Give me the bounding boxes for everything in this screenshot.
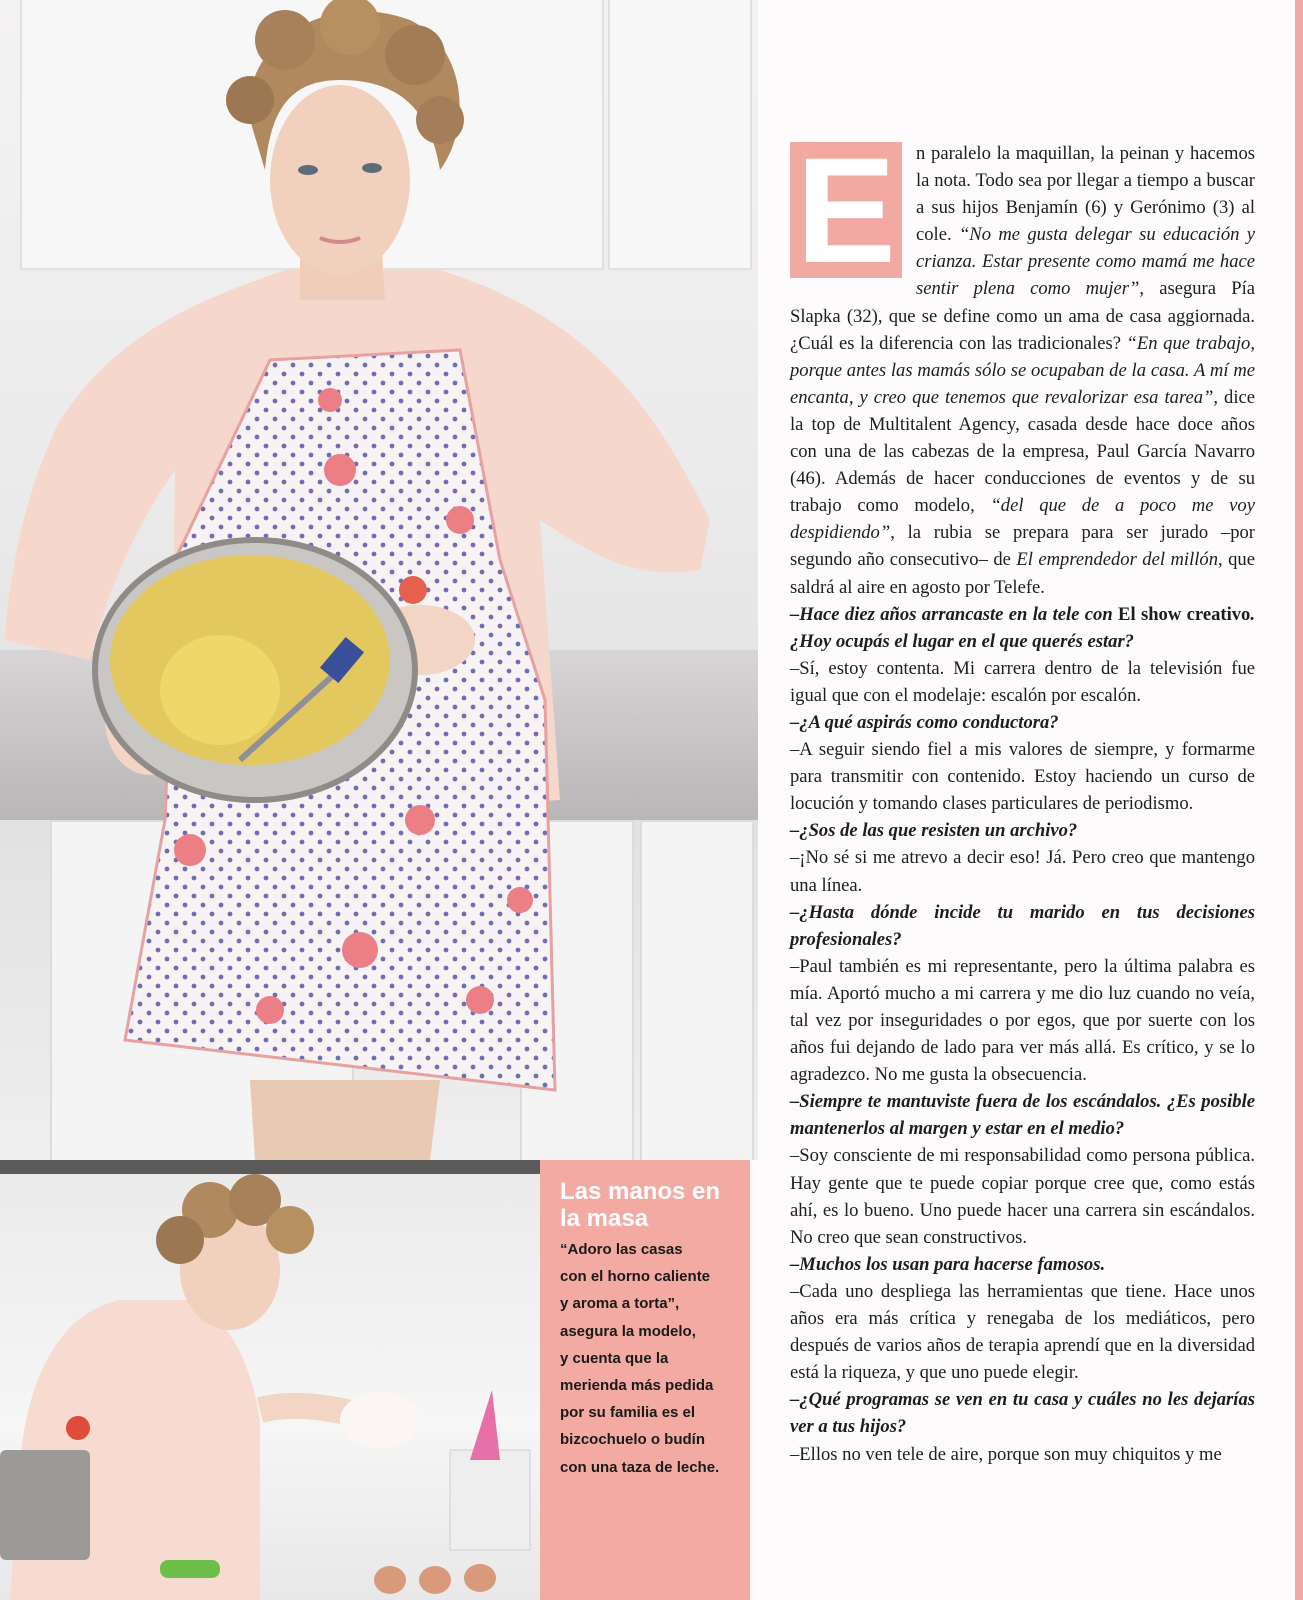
article-body — [790, 126, 1256, 1468]
question-text: . ¿Hoy ocupás el lugar en el que querés estar? — [790, 603, 1255, 652]
sidebar-line: asegura la modelo, — [560, 1322, 696, 1340]
interview-answer: –Cada uno despliega las herramientas que tiene. Hace unos años era más crítica y renegaba de los mediáticos, pero después de varios años de terapia aprendí que en la diversidad está la riqueza, y que uno puede elegir. — [790, 1280, 1255, 1384]
intro-quote: “del que de a poco me voy despidiendo” — [790, 495, 1255, 544]
sidebar-line: con una taza de leche. — [560, 1458, 720, 1476]
drop-cap-letter: E — [795, 126, 897, 294]
intro-text: n paralelo la maquillan, la peinan y hacemos la nota. Todo sea por llegar a tiempo a buscar a sus hijos Benjamín (6) y Gerónimo (3) al cole. — [916, 143, 1255, 246]
woman-washing-hands-figure — [0, 1160, 540, 1600]
interview-answer: –Paul también es mi representante, pero la última palabra es mía. Aportó mucho a mi carrera y me dio luz cuando no veía, tal vez por inseguridades o por egos, que por suerte con los años fui dejando de lado para ver más allá. Es crítico, y se lo agradezco. No me gusta la obsecuencia. — [790, 955, 1255, 1086]
sidebar-line: y cuenta que la — [560, 1349, 669, 1367]
sidebar-quote — [560, 1236, 745, 1481]
sidebar-line: “Adoro las casas — [560, 1241, 683, 1258]
interview-question: –¿Qué programas se ven en tu casa y cuáles no les dejarías ver a tus hijos? — [790, 1389, 1255, 1438]
main-photo — [0, 0, 758, 1160]
intro-text: , la rubia se prepara para ser jurado –por segundo año consecutivo– de — [790, 522, 1255, 571]
interview-answer: –Sí, estoy contenta. Mi carrera dentro de la televisión fue igual que con el modelaje: escalón por escalón. — [790, 657, 1255, 706]
interview-answer: –A seguir siendo fiel a mis valores de siempre, y formarme para transmitir con contenido. Estoy haciendo un curso de locución y tomando clases particulares de periodismo. — [790, 739, 1255, 815]
sidebar-line: y aroma a torta”, — [560, 1295, 680, 1313]
sidebar-line: con el horno caliente — [560, 1268, 711, 1286]
sidebar-line: por su familia es el — [560, 1404, 696, 1422]
interview-question: –¿Hasta dónde incide tu marido en tus decisiones profesionales? — [790, 901, 1255, 950]
sidebar-line: bizcochuelo o budín — [560, 1431, 705, 1449]
interview-answer: –Ellos no ven tele de aire, porque son muy chiquitos y me — [790, 1443, 1222, 1465]
intro-text: , que saldrá al aire en agosto por Telefe. — [790, 549, 1255, 598]
interview-answer: –¡No sé si me atrevo a decir eso! Já. Pero creo que mantengo una línea. — [790, 847, 1255, 896]
intro-text: , dice la top de Multitalent Agency, casada desde hace doce años con una de las cabezas de la empresa, Paul García Navarro (46). Además de hacer conducciones de eventos y de su trabajo como modelo, — [790, 386, 1256, 517]
interview-question: –Siempre te mantuviste fuera de los escándalos. ¿Es posible mantenerlos al margen y estar en el medio? — [790, 1091, 1255, 1140]
interview-question: –Muchos los usan para hacerse famosos. — [790, 1253, 1106, 1275]
intro-text: , asegura Pía Slapka (32), que se define como un ama de casa aggiornada. ¿Cuál es la diferencia con las tradicionales? — [790, 278, 1255, 354]
question-text: –Hace diez años arrancaste en la tele con — [790, 603, 1119, 625]
intro-quote: “No me gusta delegar su educación y crianza. Estar presente como mamá me hace sentir plena como mujer” — [916, 224, 1256, 300]
interview-question — [790, 601, 1255, 655]
interview-answer: –Soy consciente de mi responsabilidad como persona pública. Hay gente que te puede copiar porque cree que, como estás ahí, es lo bueno. Uno puede hacer una carrera sin escándalos. No creo que sean constructivos. — [790, 1145, 1255, 1248]
sidebar-title: Las manos en la masa — [560, 1178, 721, 1232]
show-title: El emprendedor del millón — [1016, 549, 1219, 571]
show-title: El show creativo — [1118, 603, 1251, 625]
sidebar-box — [540, 1160, 750, 1600]
intro-quote: “En que trabajo, porque antes las mamás sólo se ocupaban de la casa. A mí me encanta, y creo que tenemos que revalorizar esa tarea” — [790, 332, 1255, 408]
sidebar-line: merienda más pedida — [560, 1377, 714, 1395]
page-edge-stripe — [1295, 0, 1303, 1600]
interview-question: –¿Sos de las que resisten un archivo? — [790, 820, 1078, 842]
woman-figure — [0, 0, 758, 1160]
secondary-photo — [0, 1160, 540, 1600]
drop-cap — [790, 126, 902, 294]
interview-question: –¿A qué aspirás como conductora? — [790, 711, 1059, 733]
